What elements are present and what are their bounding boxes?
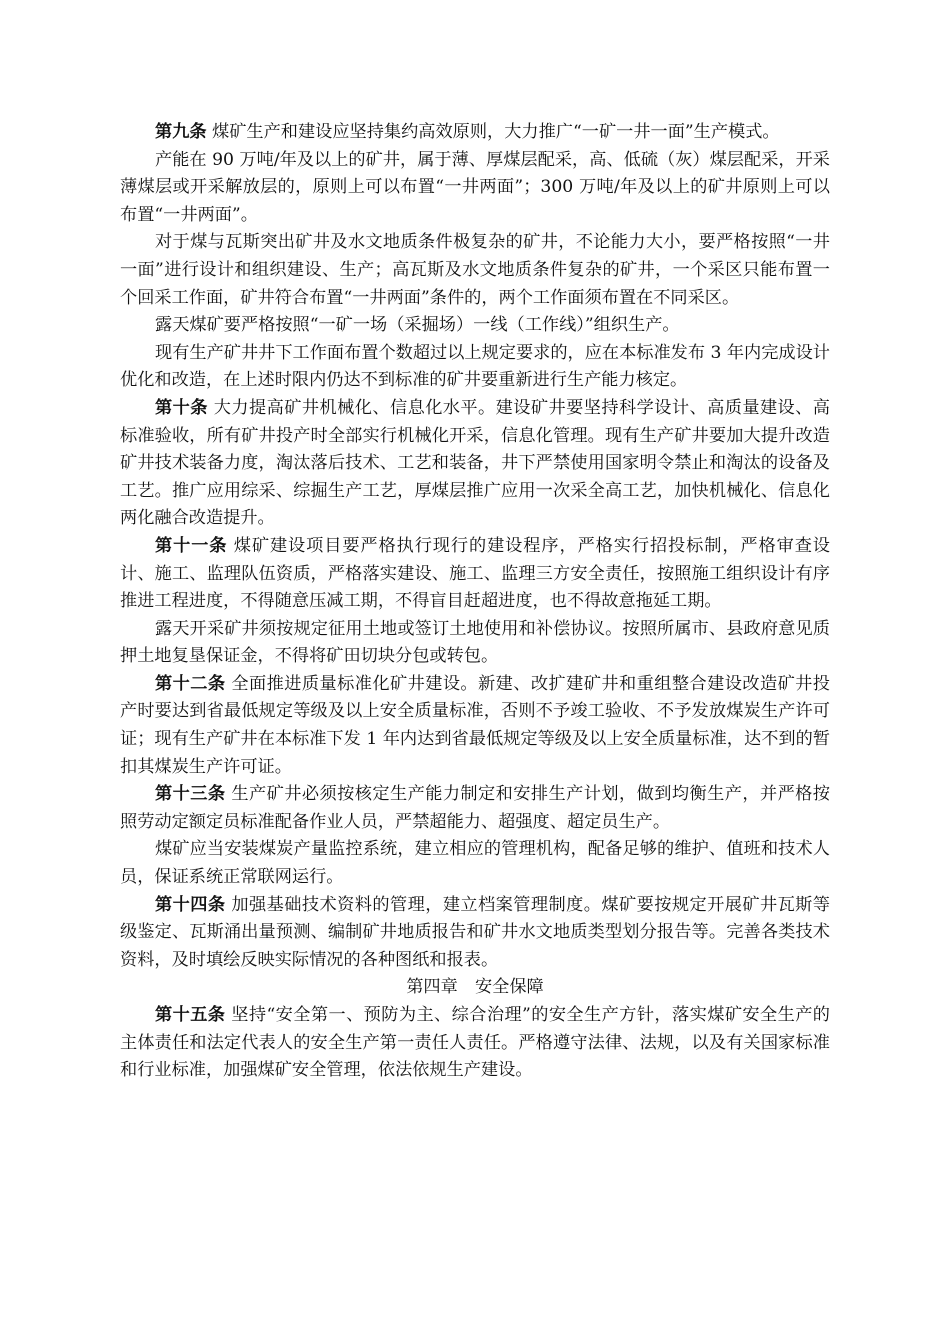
article-paragraph: [120, 892, 830, 975]
document-page: [120, 119, 830, 1085]
paragraph-text: 加强基础技术资料的管理，建立档案管理制度。煤矿要按规定开展矿井瓦斯等级鉴定、瓦斯涌出量预测、编制矿井地质报告和矿井水文地质类型划分报告等。完善各类技术资料，及时填绘反映实际情况的各种图纸和报表。: [120, 894, 830, 970]
paragraph-text: 大力提高矿井机械化、信息化水平。建设矿井要坚持科学设计、高质量建设、高标准验收，所有矿井投产时全部实行机械化开采，信息化管理。现有生产矿井要加大提升改造矿井技术装备力度，淘汰落后技术、工艺和装备，井下严禁使用国家明令禁止和淘汰的设备及工艺。推广应用综采、综掘生产工艺，厚煤层推广应用一次采全高工艺，加快机械化、信息化两化融合改造提升。: [120, 397, 830, 529]
paragraph: [120, 147, 830, 230]
article-number: 第九条: [155, 122, 207, 142]
article-paragraph: [120, 533, 830, 616]
chapter-title: 第四章 安全保障: [406, 977, 544, 998]
chapter-heading: [120, 974, 830, 1002]
article-paragraph: [120, 119, 830, 147]
article-paragraph: [120, 671, 830, 781]
paragraph-text: 产能在 90 万吨/年及以上的矿井，属于薄、厚煤层配采，高、低硫（灰）煤层配采，开采薄煤层或开采解放层的，原则上可以布置“一井两面”；300 万吨/年及以上的矿井原则上可以布置“一井两面”。: [120, 149, 830, 225]
paragraph: [120, 616, 830, 671]
paragraph: [120, 340, 830, 395]
paragraph-text: 生产矿井必须按核定生产能力制定和安排生产计划，做到均衡生产，并严格按照劳动定额定员标准配备作业人员，严禁超能力、超强度、超定员生产。: [120, 784, 830, 832]
article-number: 第十四条: [155, 894, 226, 915]
article-paragraph: [120, 781, 830, 836]
paragraph: [120, 312, 830, 340]
paragraph-text: 煤矿生产和建设应坚持集约高效原则，大力推广“一矿一井一面”生产模式。: [212, 122, 780, 142]
article-number: 第十二条: [155, 673, 226, 694]
article-number: 第十五条: [155, 1005, 226, 1025]
paragraph-text: 现有生产矿井井下工作面布置个数超过以上规定要求的，应在本标准发布 3 年内完成设计优化和改造，在上述时限内仍达不到标准的矿井要重新进行生产能力核定。: [120, 342, 830, 391]
paragraph-text: 全面推进质量标准化矿井建设。新建、改扩建矿井和重组整合建设改造矿井投产时要达到省最低规定等级及以上安全质量标准，否则不予竣工验收、不予发放煤炭生产许可证；现有生产矿井在本标准下发 1 年内达到省最低规定等级及以上安全质量标准，达不到的暂扣其煤炭生产许可证。: [120, 673, 830, 777]
paragraph-text: 煤矿建设项目要严格执行现行的建设程序，严格实行招投标制，严格审查设计、施工、监理队伍资质，严格落实建设、施工、监理三方安全责任，按照施工组织设计有序推进工程进度，不得随意压减工期，不得盲目赶超进度，也不得故意拖延工期。: [120, 535, 830, 612]
paragraph: [120, 229, 830, 312]
article-number: 第十一条: [155, 535, 228, 556]
paragraph-text: 对于煤与瓦斯突出矿井及水文地质条件极复杂的矿井，不论能力大小，要严格按照“一井一面”进行设计和组织建设、生产；高瓦斯及水文地质条件复杂的矿井，一个采区只能布置一个回采工作面，矿井符合布置“一井两面”条件的，两个工作面须布置在不同采区。: [120, 232, 830, 308]
paragraph-text: 煤矿应当安装煤炭产量监控系统，建立相应的管理机构，配备足够的维护、值班和技术人员，保证系统正常联网运行。: [120, 839, 830, 888]
paragraph: [120, 836, 830, 891]
paragraph-text: 露天煤矿要严格按照“一矿一场（采掘场）一线（工作线）”组织生产。: [155, 315, 680, 336]
article-number: 第十条: [155, 397, 208, 418]
article-paragraph: [120, 1002, 830, 1085]
paragraph-text: 露天开采矿井须按规定征用土地或签订土地使用和补偿协议。按照所属市、县政府意见质押土地复垦保证金，不得将矿田切块分包或转包。: [120, 618, 830, 667]
article-paragraph: [120, 395, 830, 533]
article-number: 第十三条: [155, 784, 226, 805]
paragraph-text: 坚持“安全第一、预防为主、综合治理”的安全生产方针，落实煤矿安全生产的主体责任和法定代表人的安全生产第一责任人责任。严格遵守法律、法规，以及有关国家标准和行业标准，加强煤矿安全管理，依法依规生产建设。: [120, 1005, 830, 1081]
